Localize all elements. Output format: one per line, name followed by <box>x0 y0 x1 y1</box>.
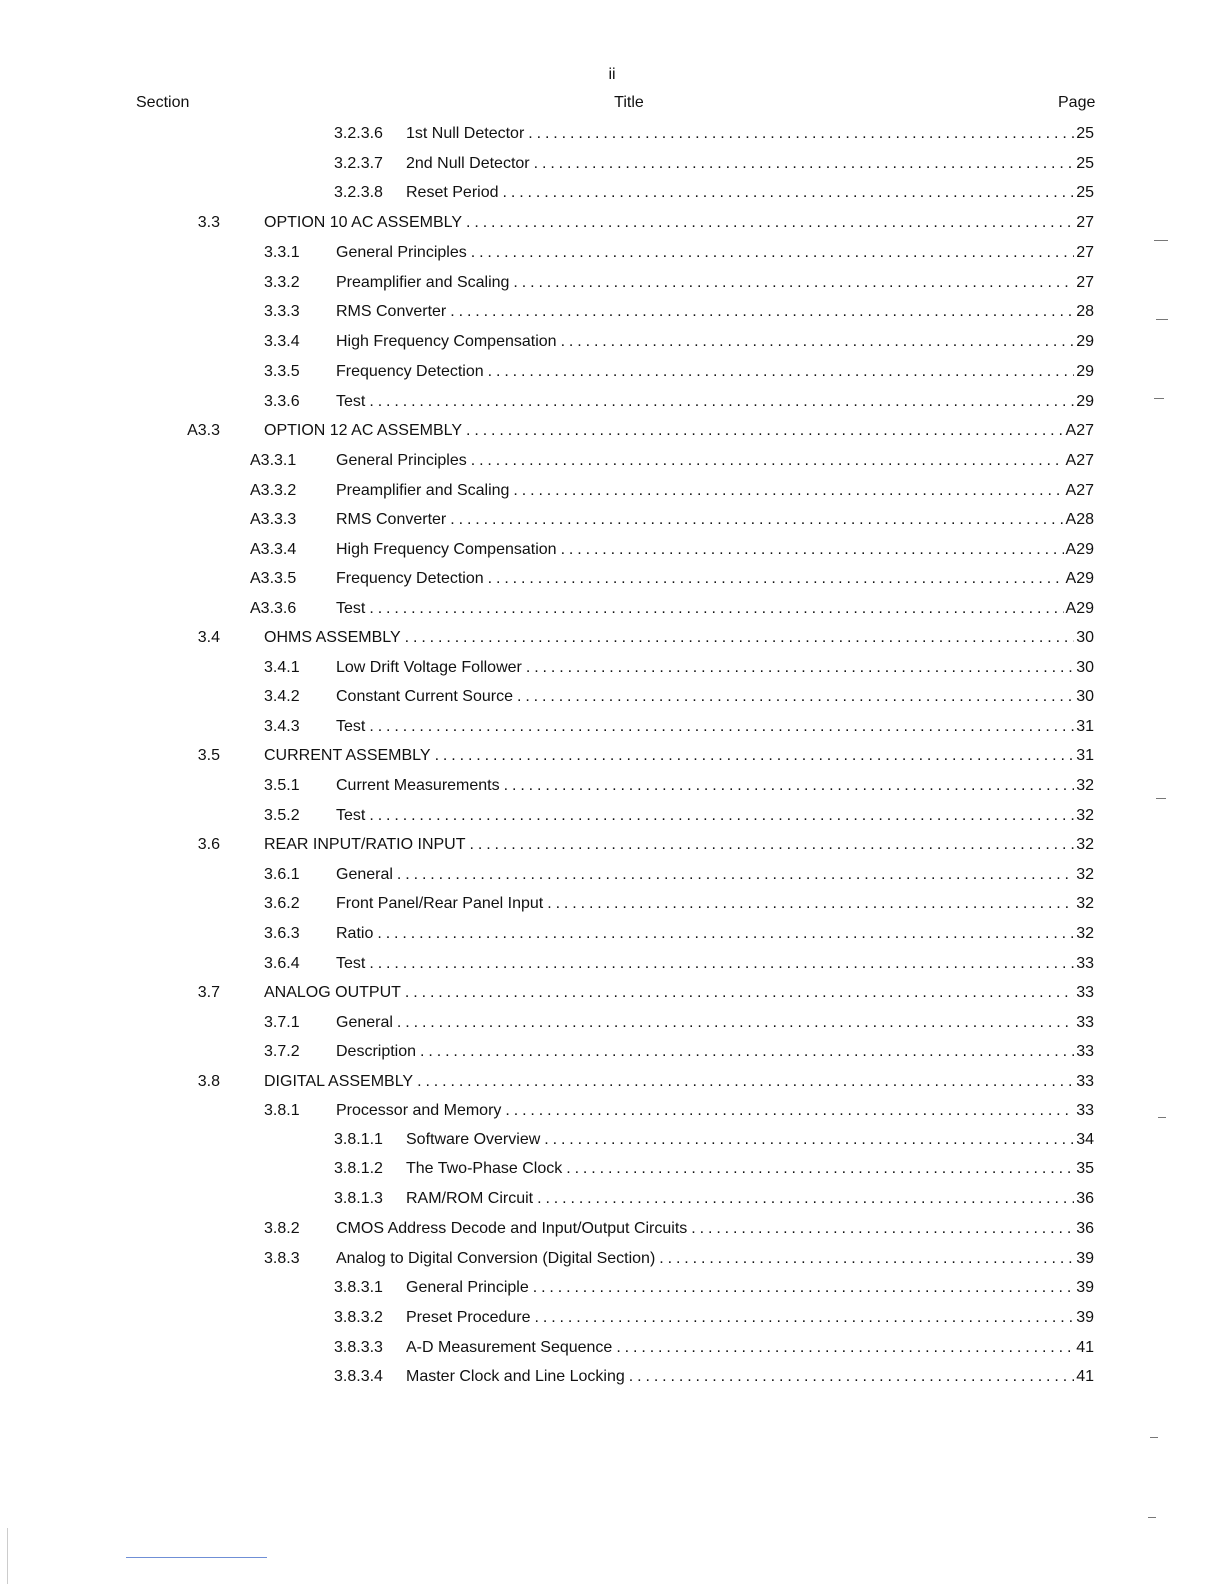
toc-title-line <box>336 331 1094 353</box>
toc-page-number: 31 <box>1076 747 1094 764</box>
dot-leader <box>369 716 1074 738</box>
toc-title: A-D Measurement Sequence <box>406 1339 613 1356</box>
scan-mark <box>1148 1517 1156 1518</box>
toc-title-line <box>336 864 1094 886</box>
toc-entry <box>0 598 1224 620</box>
toc-title: Processor and Memory <box>336 1102 502 1119</box>
toc-title-line <box>406 123 1094 145</box>
toc-entry <box>0 391 1224 413</box>
dot-leader <box>504 775 1075 797</box>
dot-leader <box>405 627 1075 649</box>
toc-subsection-number: 3.6.3 <box>264 925 300 942</box>
toc-title-line <box>336 272 1094 294</box>
toc-page-number: A29 <box>1065 541 1094 558</box>
page-number: ii <box>608 66 616 83</box>
toc-page-number: 27 <box>1076 214 1094 231</box>
toc-entry <box>0 953 1224 975</box>
toc-subsection-number: 3.8.3.3 <box>334 1339 383 1356</box>
toc-entry <box>0 1188 1224 1210</box>
toc-title-line <box>336 893 1094 915</box>
dot-leader <box>369 953 1074 975</box>
toc-page-number: 27 <box>1076 244 1094 261</box>
toc-title: CMOS Address Decode and Input/Output Circuits <box>336 1220 688 1237</box>
toc-title: ANALOG OUTPUT <box>264 984 401 1001</box>
scan-edge <box>7 1528 8 1584</box>
toc-title: Description <box>336 1043 417 1060</box>
toc-page-number: 36 <box>1076 1190 1094 1207</box>
toc-title: The Two-Phase Clock <box>406 1160 563 1177</box>
scan-mark <box>1154 398 1164 399</box>
toc-title-line <box>264 1071 1094 1093</box>
toc-entry <box>0 361 1224 383</box>
toc-title: Test <box>336 955 366 972</box>
toc-title: Preamplifier and Scaling <box>336 482 510 499</box>
toc-section-number: 3.5 <box>197 747 220 764</box>
page-column-header: Page <box>1058 94 1096 111</box>
dot-leader <box>369 598 1063 620</box>
toc-entry <box>0 716 1224 738</box>
dot-leader <box>505 1100 1074 1122</box>
toc-page-number: A28 <box>1065 511 1094 528</box>
toc-entry <box>0 745 1224 767</box>
toc-entry <box>0 1012 1224 1034</box>
toc-entry <box>0 123 1224 145</box>
toc-title: Test <box>336 600 366 617</box>
scan-mark <box>1156 798 1166 799</box>
toc-page-number: 32 <box>1076 866 1094 883</box>
toc-title: Frequency Detection <box>336 570 484 587</box>
toc-page-number: 33 <box>1076 1043 1094 1060</box>
toc-subsection-number: 3.3.2 <box>264 274 300 291</box>
toc-title-line <box>336 450 1094 472</box>
dot-leader <box>526 657 1074 679</box>
toc-title-line <box>406 182 1094 204</box>
toc-page-number: 33 <box>1076 984 1094 1001</box>
toc-page-number: 33 <box>1076 1014 1094 1031</box>
toc-subsection-number: 3.6.1 <box>264 866 300 883</box>
toc-title: General <box>336 1014 393 1031</box>
toc-entry <box>0 331 1224 353</box>
toc-title-line <box>336 953 1094 975</box>
toc-subsection-number: 3.3.4 <box>264 333 300 350</box>
toc-title: Front Panel/Rear Panel Input <box>336 895 544 912</box>
toc-entry <box>0 982 1224 1004</box>
toc-subsection-number: A3.3.4 <box>250 541 297 558</box>
toc-title-line <box>336 1100 1094 1122</box>
dot-leader <box>405 982 1074 1004</box>
toc-page-number: 29 <box>1076 363 1094 380</box>
toc-page-number: A29 <box>1065 600 1094 617</box>
toc-title-line <box>336 686 1094 708</box>
dot-leader <box>659 1248 1074 1270</box>
toc-subsection-number: 3.6.4 <box>264 955 300 972</box>
toc-page-number: A27 <box>1065 452 1094 469</box>
toc-subsection-number: A3.3.2 <box>250 482 297 499</box>
toc-title: REAR INPUT/RATIO INPUT <box>264 836 466 853</box>
toc-entry <box>0 893 1224 915</box>
toc-subsection-number: 3.4.3 <box>264 718 300 735</box>
toc-title-line <box>336 657 1094 679</box>
toc-title-line <box>264 745 1094 767</box>
toc-title: High Frequency Compensation <box>336 333 557 350</box>
toc-section-number: 3.4 <box>197 629 220 646</box>
toc-subsection-number: 3.3.5 <box>264 363 300 380</box>
toc-title: Analog to Digital Conversion (Digital Section) <box>336 1250 656 1267</box>
toc-page-number: A29 <box>1065 570 1094 587</box>
toc-title-line <box>336 242 1094 264</box>
toc-title-line <box>336 805 1094 827</box>
dot-leader <box>369 805 1074 827</box>
toc-page-number: 41 <box>1076 1368 1094 1385</box>
toc-entry <box>0 182 1224 204</box>
toc-entry <box>0 1218 1224 1240</box>
dot-leader <box>377 923 1074 945</box>
dot-leader <box>561 331 1075 353</box>
toc-section-number: A3.3 <box>187 422 220 439</box>
toc-entry <box>0 923 1224 945</box>
dot-leader <box>534 153 1075 175</box>
toc-section-number: 3.7 <box>197 984 220 1001</box>
toc-title: OHMS ASSEMBLY <box>264 629 401 646</box>
toc-title-line <box>406 1366 1094 1388</box>
dot-leader <box>616 1337 1074 1359</box>
toc-page-number: 39 <box>1076 1279 1094 1296</box>
toc-title: CURRENT ASSEMBLY <box>264 747 431 764</box>
dot-leader <box>547 893 1074 915</box>
dot-leader <box>566 1158 1074 1180</box>
dot-leader <box>503 182 1075 204</box>
toc-title-line <box>264 982 1094 1004</box>
toc-title-line <box>264 627 1094 649</box>
toc-entry <box>0 420 1224 442</box>
section-column-header: Section <box>136 94 190 111</box>
toc-title-line <box>336 716 1094 738</box>
toc-subsection-number: 3.3.6 <box>264 393 300 410</box>
toc-subsection-number: A3.3.3 <box>250 511 297 528</box>
dot-leader <box>691 1218 1074 1240</box>
dot-leader <box>397 864 1074 886</box>
toc-title-line <box>336 509 1094 531</box>
dot-leader <box>466 420 1064 442</box>
toc-entry <box>0 627 1224 649</box>
toc-entry <box>0 1307 1224 1329</box>
toc-entry <box>0 1158 1224 1180</box>
toc-title-line <box>406 1158 1094 1180</box>
toc-page-number: 32 <box>1076 895 1094 912</box>
toc-subsection-number: 3.7.1 <box>264 1014 300 1031</box>
toc-subsection-number: 3.8.3.1 <box>334 1279 383 1296</box>
toc-title-line <box>336 301 1094 323</box>
dot-leader <box>470 834 1075 856</box>
dot-leader <box>471 450 1064 472</box>
toc-subsection-number: 3.2.3.6 <box>334 125 383 142</box>
toc-page-number: 30 <box>1076 659 1094 676</box>
toc-title-line <box>406 1337 1094 1359</box>
toc-entry <box>0 212 1224 234</box>
scan-mark <box>1158 1117 1166 1118</box>
toc-page-number: 30 <box>1076 688 1094 705</box>
toc-title-line <box>406 153 1094 175</box>
toc-page-number: 33 <box>1076 1102 1094 1119</box>
toc-title-line <box>336 480 1094 502</box>
toc-page-number: 39 <box>1076 1309 1094 1326</box>
toc-title: Reset Period <box>406 184 499 201</box>
dot-leader <box>488 568 1064 590</box>
toc-entry <box>0 1071 1224 1093</box>
toc-title: Low Drift Voltage Follower <box>336 659 522 676</box>
toc-entry <box>0 1277 1224 1299</box>
footnote-rule <box>126 1557 267 1558</box>
toc-title: RAM/ROM Circuit <box>406 1190 534 1207</box>
toc-page-number: 32 <box>1076 807 1094 824</box>
toc-page-number: 25 <box>1076 155 1094 172</box>
toc-title: Preset Procedure <box>406 1309 531 1326</box>
toc-title: Current Measurements <box>336 777 500 794</box>
toc-subsection-number: 3.8.3.4 <box>334 1368 383 1385</box>
dot-leader <box>544 1129 1074 1151</box>
dot-leader <box>417 1071 1074 1093</box>
toc-title: Constant Current Source <box>336 688 513 705</box>
dot-leader <box>513 480 1063 502</box>
dot-leader <box>629 1366 1074 1388</box>
toc-title: Frequency Detection <box>336 363 484 380</box>
toc-page-number: A27 <box>1065 422 1094 439</box>
toc-title: DIGITAL ASSEMBLY <box>264 1073 414 1090</box>
toc-section-number: 3.3 <box>197 214 220 231</box>
toc-entry <box>0 450 1224 472</box>
toc-subsection-number: 3.3.3 <box>264 303 300 320</box>
toc-subsection-number: 3.8.1 <box>264 1102 300 1119</box>
toc-page-number: 33 <box>1076 1073 1094 1090</box>
title-column-header: Title <box>614 94 644 111</box>
toc-page-number: 30 <box>1076 629 1094 646</box>
toc-title-line <box>336 1012 1094 1034</box>
toc-page-number: 32 <box>1076 777 1094 794</box>
toc-page-number: 32 <box>1076 925 1094 942</box>
toc-title-line <box>336 1248 1094 1270</box>
toc-section-number: 3.6 <box>197 836 220 853</box>
toc-page-number: 25 <box>1076 184 1094 201</box>
toc-subsection-number: 3.5.2 <box>264 807 300 824</box>
toc-page-number: 27 <box>1076 274 1094 291</box>
toc-page-number: 34 <box>1076 1131 1094 1148</box>
toc-entry <box>0 242 1224 264</box>
toc-entry <box>0 686 1224 708</box>
toc-title-line <box>264 212 1094 234</box>
toc-title: 1st Null Detector <box>406 125 525 142</box>
dot-leader <box>466 212 1074 234</box>
toc-page-number: 29 <box>1076 393 1094 410</box>
toc-title-line <box>406 1129 1094 1151</box>
toc-title: RMS Converter <box>336 511 447 528</box>
dot-leader <box>517 686 1074 708</box>
dot-leader <box>397 1012 1074 1034</box>
scan-mark <box>1154 240 1168 241</box>
toc-entry <box>0 509 1224 531</box>
toc-page-number: 28 <box>1076 303 1094 320</box>
toc-subsection-number: 3.8.2 <box>264 1220 300 1237</box>
toc-entry <box>0 1337 1224 1359</box>
toc-entry <box>0 1129 1224 1151</box>
dot-leader <box>435 745 1075 767</box>
toc-subsection-number: A3.3.5 <box>250 570 297 587</box>
toc-title: General <box>336 866 393 883</box>
toc-title: Master Clock and Line Locking <box>406 1368 625 1385</box>
toc-page-number: 33 <box>1076 955 1094 972</box>
toc-page-number: 41 <box>1076 1339 1094 1356</box>
toc-subsection-number: 3.7.2 <box>264 1043 300 1060</box>
toc-title: Test <box>336 718 366 735</box>
toc-page-number: 31 <box>1076 718 1094 735</box>
toc-title: Test <box>336 807 366 824</box>
toc-title-line <box>336 1218 1094 1240</box>
toc-title-line <box>336 598 1094 620</box>
toc-title-line <box>336 361 1094 383</box>
toc-entry <box>0 805 1224 827</box>
toc-subsection-number: A3.3.6 <box>250 600 297 617</box>
toc-entry <box>0 864 1224 886</box>
toc-section-number: 3.8 <box>197 1073 220 1090</box>
toc-subsection-number: 3.8.3.2 <box>334 1309 383 1326</box>
toc-subsection-number: 3.8.3 <box>264 1250 300 1267</box>
toc-title-line <box>336 539 1094 561</box>
toc-subsection-number: 3.8.1.3 <box>334 1190 383 1207</box>
toc-subsection-number: 3.4.2 <box>264 688 300 705</box>
toc-subsection-number: 3.5.1 <box>264 777 300 794</box>
dot-leader <box>513 272 1074 294</box>
toc-title: Test <box>336 393 366 410</box>
toc-title: Preamplifier and Scaling <box>336 274 510 291</box>
toc-title: RMS Converter <box>336 303 447 320</box>
toc-entry <box>0 834 1224 856</box>
toc-title-line <box>336 391 1094 413</box>
toc-page-number: 25 <box>1076 125 1094 142</box>
toc-page-number: 35 <box>1076 1160 1094 1177</box>
dot-leader <box>535 1307 1075 1329</box>
toc-entry <box>0 568 1224 590</box>
dot-leader <box>471 242 1074 264</box>
toc-subsection-number: A3.3.1 <box>250 452 297 469</box>
toc-entry <box>0 657 1224 679</box>
toc-subsection-number: 3.3.1 <box>264 244 300 261</box>
toc-title: OPTION 10 AC ASSEMBLY <box>264 214 462 231</box>
toc-subsection-number: 3.2.3.7 <box>334 155 383 172</box>
dot-leader <box>561 539 1064 561</box>
toc-entry <box>0 775 1224 797</box>
dot-leader <box>369 391 1074 413</box>
toc-subsection-number: 3.6.2 <box>264 895 300 912</box>
toc-entry <box>0 1366 1224 1388</box>
toc-title-line <box>406 1307 1094 1329</box>
dot-leader <box>420 1041 1074 1063</box>
toc-page-number: 36 <box>1076 1220 1094 1237</box>
dot-leader <box>537 1188 1074 1210</box>
toc-entry <box>0 1041 1224 1063</box>
toc-title-line <box>406 1277 1094 1299</box>
toc-page-number: A27 <box>1065 482 1094 499</box>
toc-title-line <box>336 775 1094 797</box>
dot-leader <box>450 509 1063 531</box>
dot-leader <box>450 301 1074 323</box>
toc-title-line <box>406 1188 1094 1210</box>
toc-entry <box>0 1248 1224 1270</box>
toc-page-number: 39 <box>1076 1250 1094 1267</box>
dot-leader <box>533 1277 1074 1299</box>
scan-mark <box>1156 319 1168 320</box>
toc-subsection-number: 3.4.1 <box>264 659 300 676</box>
toc-title: Ratio <box>336 925 374 942</box>
toc-title-line <box>336 1041 1094 1063</box>
toc-entry <box>0 1100 1224 1122</box>
toc-title: High Frequency Compensation <box>336 541 557 558</box>
toc-entry <box>0 153 1224 175</box>
toc-subsection-number: 3.8.1.2 <box>334 1160 383 1177</box>
scan-mark <box>1150 1437 1158 1438</box>
toc-title: General Principles <box>336 244 467 261</box>
toc-title-line <box>336 568 1094 590</box>
toc-title-line <box>336 923 1094 945</box>
toc-page-number: 29 <box>1076 333 1094 350</box>
toc-entry <box>0 301 1224 323</box>
dot-leader <box>528 123 1074 145</box>
toc-title: 2nd Null Detector <box>406 155 530 172</box>
toc-title-line <box>264 834 1094 856</box>
toc-page-number: 32 <box>1076 836 1094 853</box>
toc-title: General Principle <box>406 1279 529 1296</box>
toc-title: Software Overview <box>406 1131 541 1148</box>
toc-subsection-number: 3.2.3.8 <box>334 184 383 201</box>
toc-subsection-number: 3.8.1.1 <box>334 1131 383 1148</box>
toc-entry <box>0 539 1224 561</box>
dot-leader <box>488 361 1075 383</box>
toc-entry <box>0 480 1224 502</box>
toc-title: General Principles <box>336 452 467 469</box>
toc-title-line <box>264 420 1094 442</box>
toc-entry <box>0 272 1224 294</box>
toc-title: OPTION 12 AC ASSEMBLY <box>264 422 462 439</box>
